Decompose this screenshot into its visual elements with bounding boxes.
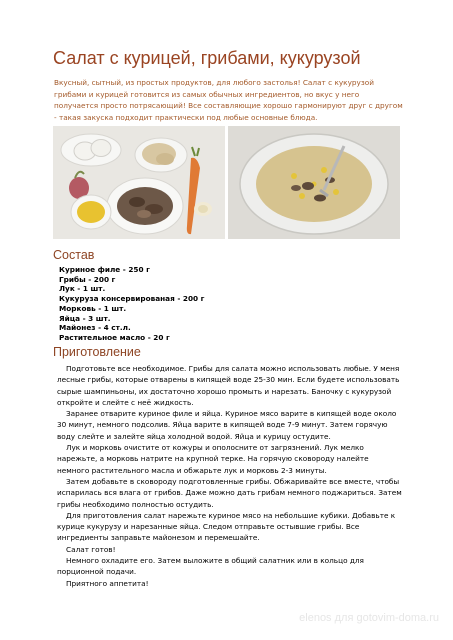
list-item: Лук - 1 шт. [59,284,106,294]
list-item: Морковь - 1 шт. [59,303,127,313]
intro-paragraph: Вкусный, сытный, из простых продуктов, для любого застолья! Салат с кукурузой грибами и курицей готовится из самых обычных ингредиентов, но вкус у него получается просто потрясающий! Все составляющие хорошо гармонируют друг с другом - такая закуска подходит практически под любые основные блюда. [54,78,403,122]
preparation-heading: Приготовление [53,345,141,359]
salad-photo [228,126,400,239]
step-paragraph: Затем добавьте в сковороду подготовленные грибы. Обжаривайте все вместе, чтобы испарилась вся влага от грибов. Даже можно дать грибам немного поджариться. Затем грибы необходимо полностью остудить. [57,476,402,509]
watermark: elenos для gotovim-doma.ru [299,612,439,624]
step-paragraph: Немного охладите его. Затем выложите в общий салатник или в кольцо для порционной подачи. [57,556,364,577]
step-paragraph: Приятного аппетита! [66,578,149,588]
step-paragraph: Салат готов! [66,544,116,554]
list-item: Грибы - 200 г [59,274,116,284]
list-item: Растительное масло - 20 г [59,332,170,342]
ingredients-list [59,265,204,343]
step-paragraph: Подготовьте все необходимое. Грибы для салата можно использовать любые. У меня лесные грибы, которые отварены в кипящей воде 25-30 мин. Если будете использовать сырые шампиньоны, их достаточно хорошо промыть и нарезать. Баночку с кукурузой откройте и слейте с неё жидкость. [57,364,400,407]
list-item: Майонез - 4 ст.л. [59,323,131,333]
step-paragraph: Для приготовления салат нарежьте куриное мясо на небольшие кубики. Добавьте к курице кукурузу и нарезанные яйца. Следом отправьте остывшие грибы. Все ингредиенты заправьте майонезом и перемешайте. [57,510,396,543]
step-paragraph: Заранее отварите куриное филе и яйца. Куриное мясо варите в кипящей воде около 30 минут, немного подсолив. Яйца варите в кипящей воде 7-9 минут. Затем горячую воду слейте и залейте яйца холодной водой. Яйца и курицу остудите. [57,409,397,441]
preparation-steps [57,363,402,589]
ingredients-heading: Состав [53,248,95,262]
list-item: Кукуруза консервированая - 200 г [59,294,205,304]
ingredients-photo [53,126,225,239]
step-paragraph: Лук и морковь очистите от кожуры и ополосните от загрязнений. Лук мелко нарежьте, а морковь натрите на крупной терке. На горячую сковороду налейте немного растительного масла и обжарьте лук и морковь 2-3 минуты. [57,443,369,475]
list-item: Яйца - 3 шт. [59,313,111,323]
list-item: Куриное филе - 250 г [59,265,150,274]
page-title: Салат с курицей, грибами, кукурузой [53,48,361,68]
